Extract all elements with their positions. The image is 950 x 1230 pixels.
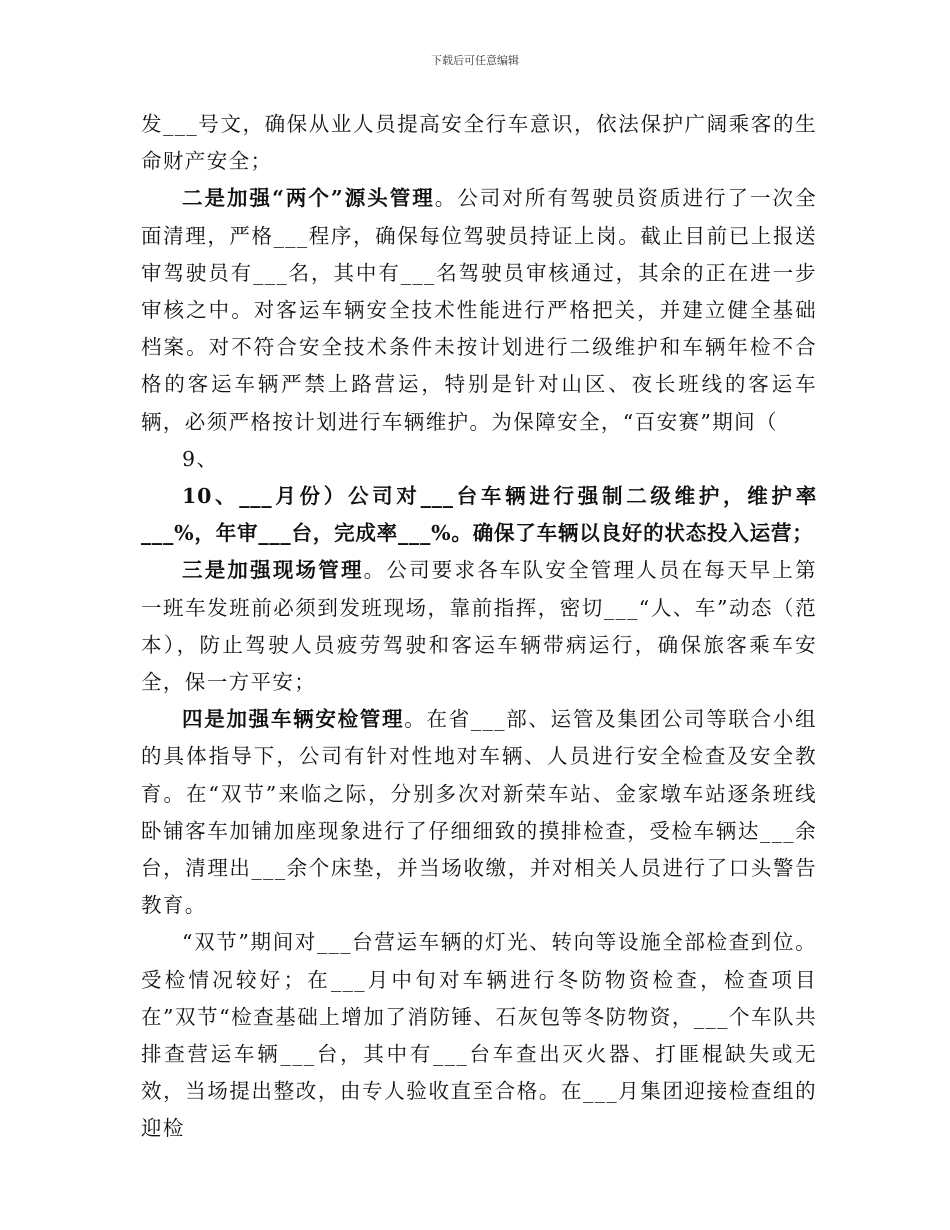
paragraph-3-text: 9、 xyxy=(182,446,219,471)
paragraph-5-heading: 三是加强现场管理 xyxy=(182,558,364,583)
paragraph-7 xyxy=(141,924,817,1147)
paragraph-1-text: 发___号文，确保从业人员提高安全行车意识，依法保护广阔乘客的生命财产安全； xyxy=(141,112,817,174)
paragraph-6-heading: 四是加强车辆安检管理 xyxy=(182,707,405,732)
paragraph-6-text: 。在省___部、运管及集团公司等联合小组的具体指导下，公司有针对性地对车辆、人员进行安全检查及安全教育。在“双节”来临之际，分别多次对新荣车站、金家墩车站逐条班线卧铺客车加铺加座现象进行了仔细细致的摸排检查，受检车辆达___余台，清理出___余个床垫，并当场收缴，并对相关人员进行了口头警告教育。 xyxy=(141,707,818,918)
paragraph-3 xyxy=(141,441,817,478)
paragraph-5 xyxy=(141,552,817,701)
paragraph-4 xyxy=(141,478,817,552)
paragraph-2 xyxy=(141,180,817,440)
paragraph-2-heading: 二是加强“两个”源头管理 xyxy=(182,186,435,211)
document-body xyxy=(141,106,817,1148)
paragraph-5-text: 。公司要求各车队安全管理人员在每天早上第一班车发班前必须到发班现场，靠前指挥，密切___“人、车”动态（范本），防止驾驶人员疲劳驾驶和客运车辆带病运行，确保旅客乘车安全，保一方平安； xyxy=(141,558,818,695)
paragraph-2-text: 。公司对所有驾驶员资质进行了一次全面清理，严格___程序，确保每位驾驶员持证上岗。截止目前已上报送审驾驶员有___名，其中有___名驾驶员审核通过，其余的正在进一步审核之中。对客运车辆安全技术性能进行严格把关，并建立健全基础档案。对不符合安全技术条件未按计划进行二级维护和车辆年检不合格的客运车辆严禁上路营运，特别是针对山区、夜长班线的客运车辆，必须严格按计划进行车辆维护。为保障安全，“百安赛”期间（ xyxy=(141,186,817,434)
paragraph-1 xyxy=(141,106,817,180)
page-header: 下载后可任意编辑 xyxy=(431,54,519,67)
paragraph-4-bold-text: 10、___月份）公司对___台车辆进行强制二级维护，维护率___%，年审___台，完成率___%。确保了车辆以良好的状态投入运营； xyxy=(141,484,817,546)
paragraph-7-text: “双节”期间对___台营运车辆的灯光、转向等设施全部检查到位。受检情况较好；在___月中旬对车辆进行冬防物资检查，检查项目在”双节“检查基础上增加了消防锤、石灰包等冬防物资，___个车队共排查营运车辆___台，其中有___台车查出灭火器、打匪棍缺失或无效，当场提出整改，由专人验收直至合格。在___月集团迎接检查组的迎检 xyxy=(141,930,817,1141)
paragraph-6 xyxy=(141,701,817,924)
